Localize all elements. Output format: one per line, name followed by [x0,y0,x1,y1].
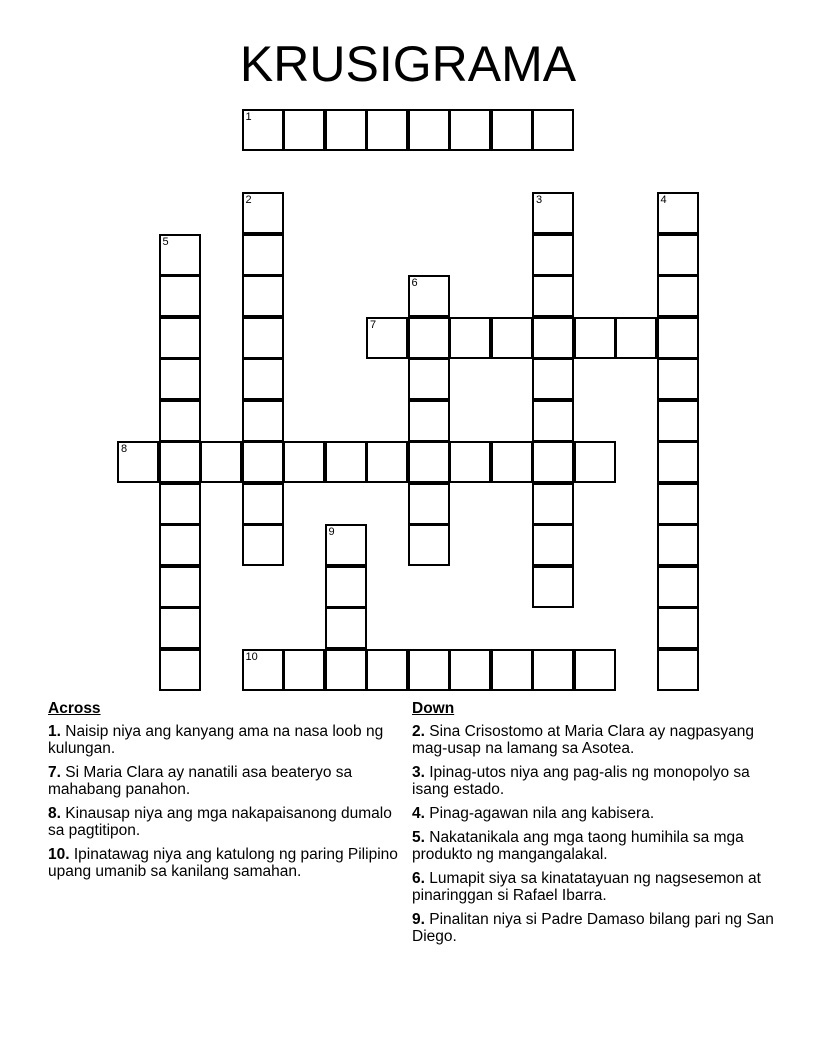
page-title: KRUSIGRAMA [239,36,577,92]
clue-text: Naisip niya ang kanyang ama na nasa loob ng kulungan. [48,723,384,757]
crossword-cell[interactable] [366,109,408,151]
down-clue [412,870,777,904]
crossword-cell[interactable] [532,109,574,151]
clue-number: 5 [162,235,169,248]
crossword-cell[interactable] [657,607,699,649]
crossword-cell[interactable] [159,275,201,317]
down-clues [412,700,777,952]
clue-number: 8. [48,805,61,822]
crossword-cell[interactable] [242,524,284,566]
clue-number: 10. [48,846,70,863]
crossword-cell[interactable] [657,358,699,400]
crossword-cell[interactable] [242,192,284,234]
crossword-cell[interactable] [242,109,284,151]
down-clue [412,805,777,822]
crossword-cell[interactable] [491,649,533,691]
crossword-cell[interactable] [283,649,325,691]
clue-number: 9. [412,911,425,928]
clue-number: 9 [328,526,335,538]
down-clue [412,723,777,757]
crossword-cell[interactable] [449,109,491,151]
crossword-cell[interactable] [532,566,574,608]
crossword-cell[interactable] [159,483,201,525]
clue-number: 8 [121,443,128,455]
crossword-cell[interactable] [242,400,284,442]
crossword-cell[interactable] [159,234,201,276]
crossword-cell[interactable] [159,400,201,442]
crossword-cell[interactable] [366,649,408,691]
across-clue [48,805,398,839]
crossword-cell[interactable] [366,317,408,359]
crossword-cell[interactable] [532,524,574,566]
crossword-cell[interactable] [532,358,574,400]
clue-text: Sina Crisostomo at Maria Clara ay nagpasyang mag-usap na lamang sa Asotea. [412,723,755,757]
clue-text: Pinag-agawan nila ang kabisera. [424,805,655,822]
clue-number: 5. [412,829,425,846]
clue-number: 4. [412,805,425,822]
clue-number: 2. [412,723,425,740]
crossword-cell[interactable] [242,275,284,317]
crossword-cell[interactable] [657,566,699,608]
crossword-cell[interactable] [242,234,284,276]
crossword-cell[interactable] [117,441,159,483]
crossword-cell[interactable] [408,109,450,151]
crossword-cell[interactable] [242,317,284,359]
clue-number: 1 [245,111,252,123]
crossword-cell[interactable] [242,649,284,691]
across-clues [48,700,398,887]
crossword-cell[interactable] [159,358,201,400]
crossword-cell[interactable] [200,441,242,483]
crossword-cell[interactable] [283,441,325,483]
crossword-cell[interactable] [283,109,325,151]
crossword-cell[interactable] [657,441,699,483]
clue-number: 6. [412,870,425,887]
clue-number: 10 [245,650,258,663]
crossword-cell[interactable] [242,358,284,400]
crossword-cell[interactable] [615,317,657,359]
crossword-cell[interactable] [532,192,574,234]
clue-number: 3 [536,194,543,206]
crossword-cell[interactable] [408,358,450,400]
crossword-cell[interactable] [657,649,699,691]
across-clue [48,723,398,757]
crossword-cell[interactable] [491,317,533,359]
crossword-cell[interactable] [408,441,450,483]
crossword-cell[interactable] [657,234,699,276]
down-clue [412,764,777,798]
crossword-cell[interactable] [574,649,616,691]
crossword-cell[interactable] [242,441,284,483]
clue-text: Kinausap niya ang mga nakapaisanong dumalo sa pagtitipon. [48,805,392,839]
crossword-cell[interactable] [366,441,408,483]
crossword-cell[interactable] [325,649,367,691]
down-clue-list [412,723,777,945]
crossword-cell[interactable] [449,441,491,483]
crossword-cell[interactable] [242,483,284,525]
down-clue [412,911,777,945]
crossword-cell[interactable] [159,566,201,608]
crossword-cell[interactable] [657,275,699,317]
crossword-cell[interactable] [657,317,699,359]
clue-text: Si Maria Clara ay nanatili asa beateryo sa mahabang panahon. [48,764,353,798]
crossword-cell[interactable] [657,524,699,566]
clue-number: 7. [48,764,61,781]
clue-number: 3. [412,764,425,781]
crossword-cell[interactable] [159,649,201,691]
clue-text: Pinalitan niya si Padre Damaso bilang pari ng San Diego. [412,911,774,945]
clue-number: 1. [48,723,61,740]
crossword-cell[interactable] [159,524,201,566]
crossword-cell[interactable] [574,441,616,483]
across-heading: Across [48,700,101,717]
crossword-cell[interactable] [408,275,450,317]
clue-number: 7 [370,318,377,331]
crossword-cell[interactable] [574,317,616,359]
crossword-cell[interactable] [532,234,574,276]
crossword-cell[interactable] [532,441,574,483]
down-clue [412,829,777,863]
crossword-cell[interactable] [408,524,450,566]
clue-number: 2 [245,194,252,206]
clue-number: 4 [660,194,667,206]
crossword-cell[interactable] [159,441,201,483]
across-clue [48,764,398,798]
crossword-cell[interactable] [325,441,367,483]
crossword-cell[interactable] [325,109,367,151]
across-clue [48,846,398,880]
crossword-cell[interactable] [325,566,367,608]
crossword-cell[interactable] [657,400,699,442]
crossword-cell[interactable] [408,317,450,359]
crossword-cell[interactable] [532,400,574,442]
crossword-cell[interactable] [532,275,574,317]
crossword-cell[interactable] [491,441,533,483]
crossword-cell[interactable] [325,524,367,566]
crossword-cell[interactable] [159,317,201,359]
crossword-cell[interactable] [491,109,533,151]
clue-number: 6 [411,277,418,289]
crossword-cell[interactable] [532,483,574,525]
clue-text: Ipinag-utos niya ang pag-alis ng monopolyo sa isang estado. [412,764,750,798]
crossword-cell[interactable] [408,400,450,442]
crossword-cell[interactable] [449,649,491,691]
down-heading: Down [412,700,455,717]
crossword-cell[interactable] [408,649,450,691]
crossword-cell[interactable] [408,483,450,525]
crossword-cell[interactable] [532,649,574,691]
crossword-cell[interactable] [657,483,699,525]
across-clue-list [48,723,398,880]
clue-text: Lumapit siya sa kinatatayuan ng nagsesemon at pinaringgan si Rafael Ibarra. [412,870,761,904]
crossword-cell[interactable] [325,607,367,649]
clue-text: Nakatanikala ang mga taong humihila sa mga produkto ng mangangalakal. [412,829,744,863]
clue-text: Ipinatawag niya ang katulong ng paring Pilipino upang umanib sa kanilang samahan. [48,846,398,880]
crossword-cell[interactable] [657,192,699,234]
crossword-cell[interactable] [159,607,201,649]
crossword-cell[interactable] [449,317,491,359]
crossword-cell[interactable] [532,317,574,359]
